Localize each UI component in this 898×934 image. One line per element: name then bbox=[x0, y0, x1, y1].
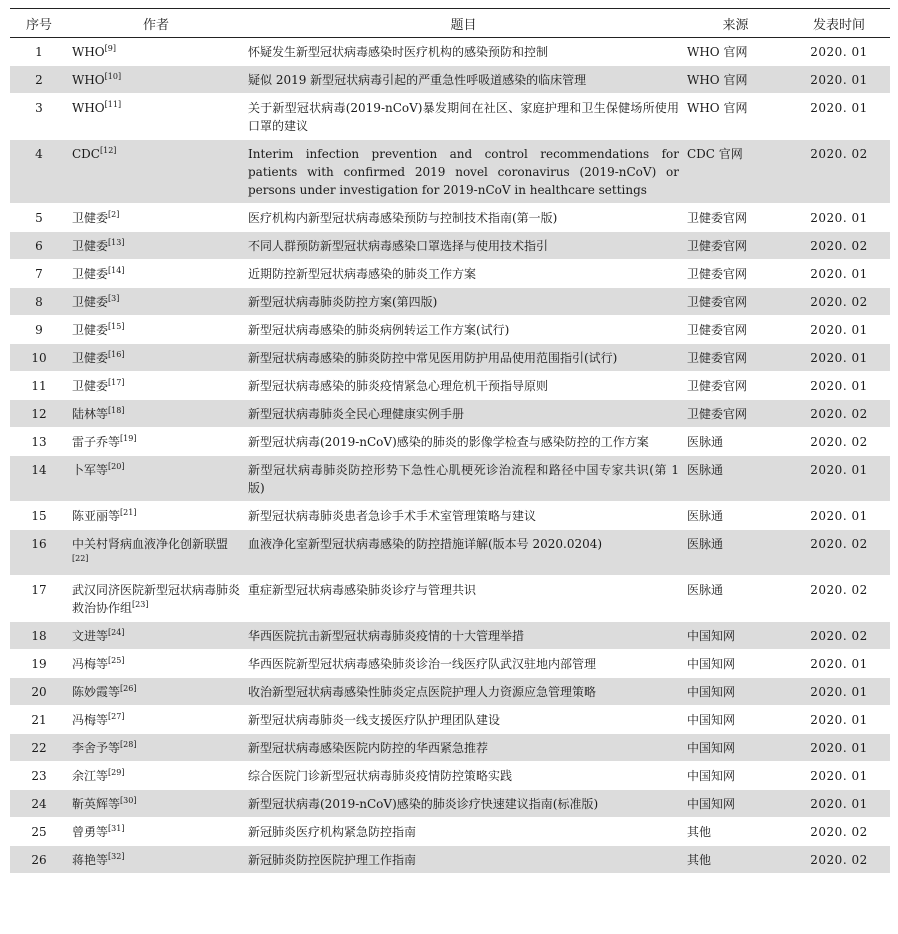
row-author bbox=[68, 344, 244, 372]
row-number: 20 bbox=[10, 678, 68, 706]
author-name: 靳英辉等 bbox=[72, 797, 121, 811]
row-author bbox=[68, 818, 244, 846]
table-row bbox=[10, 344, 890, 372]
row-author bbox=[68, 678, 244, 706]
row-title: 新型冠状病毒感染的肺炎疫情紧急心理危机干预指导原则 bbox=[244, 372, 683, 400]
row-source: 医脉通 bbox=[683, 530, 788, 576]
citation-ref: [27] bbox=[108, 712, 125, 721]
row-number: 13 bbox=[10, 428, 68, 456]
row-number: 2 bbox=[10, 66, 68, 94]
row-number: 23 bbox=[10, 762, 68, 790]
row-author bbox=[68, 502, 244, 530]
row-date: 2020. 02 bbox=[788, 288, 890, 316]
author-name: 卫健委 bbox=[72, 239, 109, 253]
author-name: 文进等 bbox=[72, 629, 109, 643]
citation-ref: [3] bbox=[108, 294, 120, 303]
row-number: 11 bbox=[10, 372, 68, 400]
row-number: 26 bbox=[10, 846, 68, 874]
row-date: 2020. 01 bbox=[788, 260, 890, 288]
row-author bbox=[68, 576, 244, 622]
row-source: 卫健委官网 bbox=[683, 344, 788, 372]
row-number: 14 bbox=[10, 456, 68, 502]
author-name: 卫健委 bbox=[72, 379, 109, 393]
row-title: 新型冠状病毒肺炎防控方案(第四版) bbox=[244, 288, 683, 316]
row-date: 2020. 02 bbox=[788, 846, 890, 874]
table-header bbox=[10, 9, 890, 38]
table-row bbox=[10, 456, 890, 502]
table-row bbox=[10, 790, 890, 818]
row-date: 2020. 02 bbox=[788, 140, 890, 204]
table-body bbox=[10, 38, 890, 874]
row-title: 华西医院新型冠状病毒感染肺炎诊治一线医疗队武汉驻地内部管理 bbox=[244, 650, 683, 678]
citation-ref: [12] bbox=[99, 146, 117, 155]
row-number: 4 bbox=[10, 140, 68, 204]
author-name: 卫健委 bbox=[72, 323, 109, 337]
row-source: 卫健委官网 bbox=[683, 288, 788, 316]
citation-ref: [25] bbox=[108, 656, 125, 665]
row-source: 卫健委官网 bbox=[683, 372, 788, 400]
row-date: 2020. 01 bbox=[788, 94, 890, 140]
row-author bbox=[68, 456, 244, 502]
row-source: 中国知网 bbox=[683, 678, 788, 706]
citation-ref: [28] bbox=[120, 740, 137, 749]
row-title: 医疗机构内新型冠状病毒感染预防与控制技术指南(第一版) bbox=[244, 204, 683, 232]
table-row bbox=[10, 846, 890, 874]
citation-ref: [24] bbox=[108, 628, 125, 637]
row-title: 不同人群预防新型冠状病毒感染口罩选择与使用技术指引 bbox=[244, 232, 683, 260]
citation-ref: [9] bbox=[104, 44, 116, 53]
row-date: 2020. 01 bbox=[788, 790, 890, 818]
table-row bbox=[10, 530, 890, 576]
author-name: WHO bbox=[72, 45, 105, 59]
row-source: 中国知网 bbox=[683, 622, 788, 650]
row-author bbox=[68, 140, 244, 204]
row-number: 21 bbox=[10, 706, 68, 734]
row-author bbox=[68, 66, 244, 94]
citation-ref: [26] bbox=[120, 684, 137, 693]
row-title: 疑似 2019 新型冠状病毒引起的严重急性呼吸道感染的临床管理 bbox=[244, 66, 683, 94]
row-source: WHO 官网 bbox=[683, 94, 788, 140]
row-title: 关于新型冠状病毒(2019-nCoV)暴发期间在社区、家庭护理和卫生保健场所使用口罩的建议 bbox=[244, 94, 683, 140]
row-author bbox=[68, 428, 244, 456]
citation-ref: [32] bbox=[108, 852, 125, 861]
row-author bbox=[68, 232, 244, 260]
row-author bbox=[68, 790, 244, 818]
author-name: 中关村肾病血液净化创新联盟 bbox=[72, 537, 229, 551]
table-row bbox=[10, 622, 890, 650]
table-row bbox=[10, 316, 890, 344]
row-date: 2020. 02 bbox=[788, 622, 890, 650]
citation-ref: [22] bbox=[72, 554, 89, 563]
citation-ref: [15] bbox=[108, 322, 125, 331]
row-source: 卫健委官网 bbox=[683, 400, 788, 428]
row-title: 新型冠状病毒感染医院内防控的华西紧急推荐 bbox=[244, 734, 683, 762]
references-table bbox=[10, 8, 890, 874]
author-name: 曾勇等 bbox=[72, 825, 109, 839]
row-number: 15 bbox=[10, 502, 68, 530]
row-title: 新冠肺炎医疗机构紧急防控指南 bbox=[244, 818, 683, 846]
row-source: 中国知网 bbox=[683, 706, 788, 734]
table-row bbox=[10, 762, 890, 790]
row-author bbox=[68, 706, 244, 734]
header-date: 发表时间 bbox=[788, 9, 890, 38]
row-date: 2020. 01 bbox=[788, 502, 890, 530]
table-row bbox=[10, 678, 890, 706]
row-title: 新型冠状病毒感染的肺炎防控中常见医用防护用品使用范围指引(试行) bbox=[244, 344, 683, 372]
author-name: 雷子乔等 bbox=[72, 435, 121, 449]
citation-ref: [19] bbox=[120, 434, 137, 443]
row-number: 3 bbox=[10, 94, 68, 140]
table-row bbox=[10, 576, 890, 622]
row-source: 卫健委官网 bbox=[683, 260, 788, 288]
table-row bbox=[10, 260, 890, 288]
citation-ref: [10] bbox=[104, 72, 122, 81]
row-title: 综合医院门诊新型冠状病毒肺炎疫情防控策略实践 bbox=[244, 762, 683, 790]
row-date: 2020. 01 bbox=[788, 678, 890, 706]
row-date: 2020. 02 bbox=[788, 428, 890, 456]
author-name: 武汉同济医院新型冠状病毒肺炎救治协作组 bbox=[72, 583, 241, 615]
table-row bbox=[10, 372, 890, 400]
citation-ref: [30] bbox=[120, 796, 137, 805]
citation-ref: [14] bbox=[108, 266, 125, 275]
row-date: 2020. 01 bbox=[788, 456, 890, 502]
table-row bbox=[10, 706, 890, 734]
table-row bbox=[10, 734, 890, 762]
header-title: 题目 bbox=[244, 9, 683, 38]
row-author bbox=[68, 762, 244, 790]
row-author bbox=[68, 734, 244, 762]
row-source: 其他 bbox=[683, 818, 788, 846]
row-number: 24 bbox=[10, 790, 68, 818]
table-row bbox=[10, 204, 890, 232]
author-name: 陈妙霞等 bbox=[72, 685, 121, 699]
table-row bbox=[10, 38, 890, 66]
row-date: 2020. 01 bbox=[788, 734, 890, 762]
row-date: 2020. 02 bbox=[788, 400, 890, 428]
table-row bbox=[10, 94, 890, 140]
author-name: WHO bbox=[72, 73, 105, 87]
row-title: 近期防控新型冠状病毒感染的肺炎工作方案 bbox=[244, 260, 683, 288]
row-date: 2020. 01 bbox=[788, 372, 890, 400]
row-number: 22 bbox=[10, 734, 68, 762]
row-source: 卫健委官网 bbox=[683, 232, 788, 260]
row-author bbox=[68, 204, 244, 232]
table-row bbox=[10, 288, 890, 316]
citation-ref: [23] bbox=[132, 600, 149, 609]
author-name: WHO bbox=[72, 101, 105, 115]
citation-ref: [16] bbox=[108, 350, 125, 359]
row-date: 2020. 01 bbox=[788, 706, 890, 734]
row-source: 中国知网 bbox=[683, 762, 788, 790]
row-author bbox=[68, 260, 244, 288]
row-title: 新型冠状病毒(2019-nCoV)感染的肺炎的影像学检查与感染防控的工作方案 bbox=[244, 428, 683, 456]
row-author bbox=[68, 400, 244, 428]
row-source: 医脉通 bbox=[683, 428, 788, 456]
row-title: 新型冠状病毒(2019-nCoV)感染的肺炎诊疗快速建议指南(标准版) bbox=[244, 790, 683, 818]
row-date: 2020. 01 bbox=[788, 762, 890, 790]
citation-ref: [20] bbox=[108, 462, 125, 471]
author-name: CDC bbox=[72, 147, 100, 161]
row-number: 5 bbox=[10, 204, 68, 232]
citation-ref: [11] bbox=[104, 100, 122, 109]
row-title: 血液净化室新型冠状病毒感染的防控措施详解(版本号 2020.0204) bbox=[244, 530, 683, 576]
row-author bbox=[68, 316, 244, 344]
row-author bbox=[68, 94, 244, 140]
row-title: Interim infection prevention and control recommendations for patients with confirmed 2019 novel coronavirus (2019-nCoV) or persons under investigation for 2019-nCoV in healthcare settings bbox=[244, 140, 683, 204]
author-name: 李舍予等 bbox=[72, 741, 121, 755]
row-author bbox=[68, 530, 244, 576]
row-source: 医脉通 bbox=[683, 456, 788, 502]
row-date: 2020. 01 bbox=[788, 38, 890, 66]
table-row bbox=[10, 400, 890, 428]
row-source: CDC 官网 bbox=[683, 140, 788, 204]
table-row bbox=[10, 818, 890, 846]
row-number: 17 bbox=[10, 576, 68, 622]
row-date: 2020. 01 bbox=[788, 316, 890, 344]
row-date: 2020. 01 bbox=[788, 204, 890, 232]
citation-ref: [13] bbox=[108, 238, 125, 247]
table-row bbox=[10, 502, 890, 530]
row-number: 25 bbox=[10, 818, 68, 846]
row-source: 其他 bbox=[683, 846, 788, 874]
header-no: 序号 bbox=[10, 9, 68, 38]
author-name: 卫健委 bbox=[72, 351, 109, 365]
citation-ref: [17] bbox=[108, 378, 125, 387]
row-date: 2020. 02 bbox=[788, 818, 890, 846]
row-source: WHO 官网 bbox=[683, 38, 788, 66]
author-name: 冯梅等 bbox=[72, 657, 109, 671]
citation-ref: [29] bbox=[108, 768, 125, 777]
row-source: 中国知网 bbox=[683, 734, 788, 762]
table-row bbox=[10, 650, 890, 678]
header-author: 作者 bbox=[68, 9, 244, 38]
row-author bbox=[68, 288, 244, 316]
row-author bbox=[68, 372, 244, 400]
row-number: 19 bbox=[10, 650, 68, 678]
row-source: 中国知网 bbox=[683, 790, 788, 818]
row-number: 6 bbox=[10, 232, 68, 260]
table-row bbox=[10, 428, 890, 456]
row-number: 12 bbox=[10, 400, 68, 428]
author-name: 卜军等 bbox=[72, 463, 109, 477]
row-title: 华西医院抗击新型冠状病毒肺炎疫情的十大管理举措 bbox=[244, 622, 683, 650]
row-source: 中国知网 bbox=[683, 650, 788, 678]
citation-ref: [31] bbox=[108, 824, 125, 833]
author-name: 冯梅等 bbox=[72, 713, 109, 727]
author-name: 卫健委 bbox=[72, 211, 109, 225]
row-date: 2020. 02 bbox=[788, 530, 890, 576]
row-date: 2020. 02 bbox=[788, 576, 890, 622]
row-source: 卫健委官网 bbox=[683, 204, 788, 232]
author-name: 卫健委 bbox=[72, 267, 109, 281]
row-source: 医脉通 bbox=[683, 502, 788, 530]
row-author bbox=[68, 846, 244, 874]
row-number: 8 bbox=[10, 288, 68, 316]
table-row bbox=[10, 140, 890, 204]
row-number: 16 bbox=[10, 530, 68, 576]
row-title: 重症新型冠状病毒感染肺炎诊疗与管理共识 bbox=[244, 576, 683, 622]
header-row bbox=[10, 9, 890, 38]
row-source: WHO 官网 bbox=[683, 66, 788, 94]
author-name: 蒋艳等 bbox=[72, 853, 109, 867]
row-number: 10 bbox=[10, 344, 68, 372]
row-title: 怀疑发生新型冠状病毒感染时医疗机构的感染预防和控制 bbox=[244, 38, 683, 66]
row-date: 2020. 01 bbox=[788, 66, 890, 94]
row-title: 收治新型冠状病毒感染性肺炎定点医院护理人力资源应急管理策略 bbox=[244, 678, 683, 706]
author-name: 陆林等 bbox=[72, 407, 109, 421]
table-row bbox=[10, 66, 890, 94]
row-number: 18 bbox=[10, 622, 68, 650]
row-source: 卫健委官网 bbox=[683, 316, 788, 344]
row-author bbox=[68, 38, 244, 66]
row-date: 2020. 01 bbox=[788, 650, 890, 678]
row-date: 2020. 02 bbox=[788, 232, 890, 260]
citation-ref: [2] bbox=[108, 210, 120, 219]
author-name: 陈亚丽等 bbox=[72, 509, 121, 523]
row-title: 新型冠状病毒肺炎一线支援医疗队护理团队建设 bbox=[244, 706, 683, 734]
row-title: 新冠肺炎防控医院护理工作指南 bbox=[244, 846, 683, 874]
citation-ref: [18] bbox=[108, 406, 125, 415]
row-title: 新型冠状病毒肺炎防控形势下急性心肌梗死诊治流程和路径中国专家共识(第 1 版) bbox=[244, 456, 683, 502]
table-row bbox=[10, 232, 890, 260]
row-title: 新型冠状病毒肺炎患者急诊手术手术室管理策略与建议 bbox=[244, 502, 683, 530]
citation-ref: [21] bbox=[120, 508, 137, 517]
row-title: 新型冠状病毒肺炎全民心理健康实例手册 bbox=[244, 400, 683, 428]
row-source: 医脉通 bbox=[683, 576, 788, 622]
author-name: 卫健委 bbox=[72, 295, 109, 309]
author-name: 余江等 bbox=[72, 769, 109, 783]
row-title: 新型冠状病毒感染的肺炎病例转运工作方案(试行) bbox=[244, 316, 683, 344]
row-date: 2020. 01 bbox=[788, 344, 890, 372]
row-number: 1 bbox=[10, 38, 68, 66]
row-author bbox=[68, 622, 244, 650]
row-number: 9 bbox=[10, 316, 68, 344]
row-author bbox=[68, 650, 244, 678]
row-number: 7 bbox=[10, 260, 68, 288]
header-source: 来源 bbox=[683, 9, 788, 38]
